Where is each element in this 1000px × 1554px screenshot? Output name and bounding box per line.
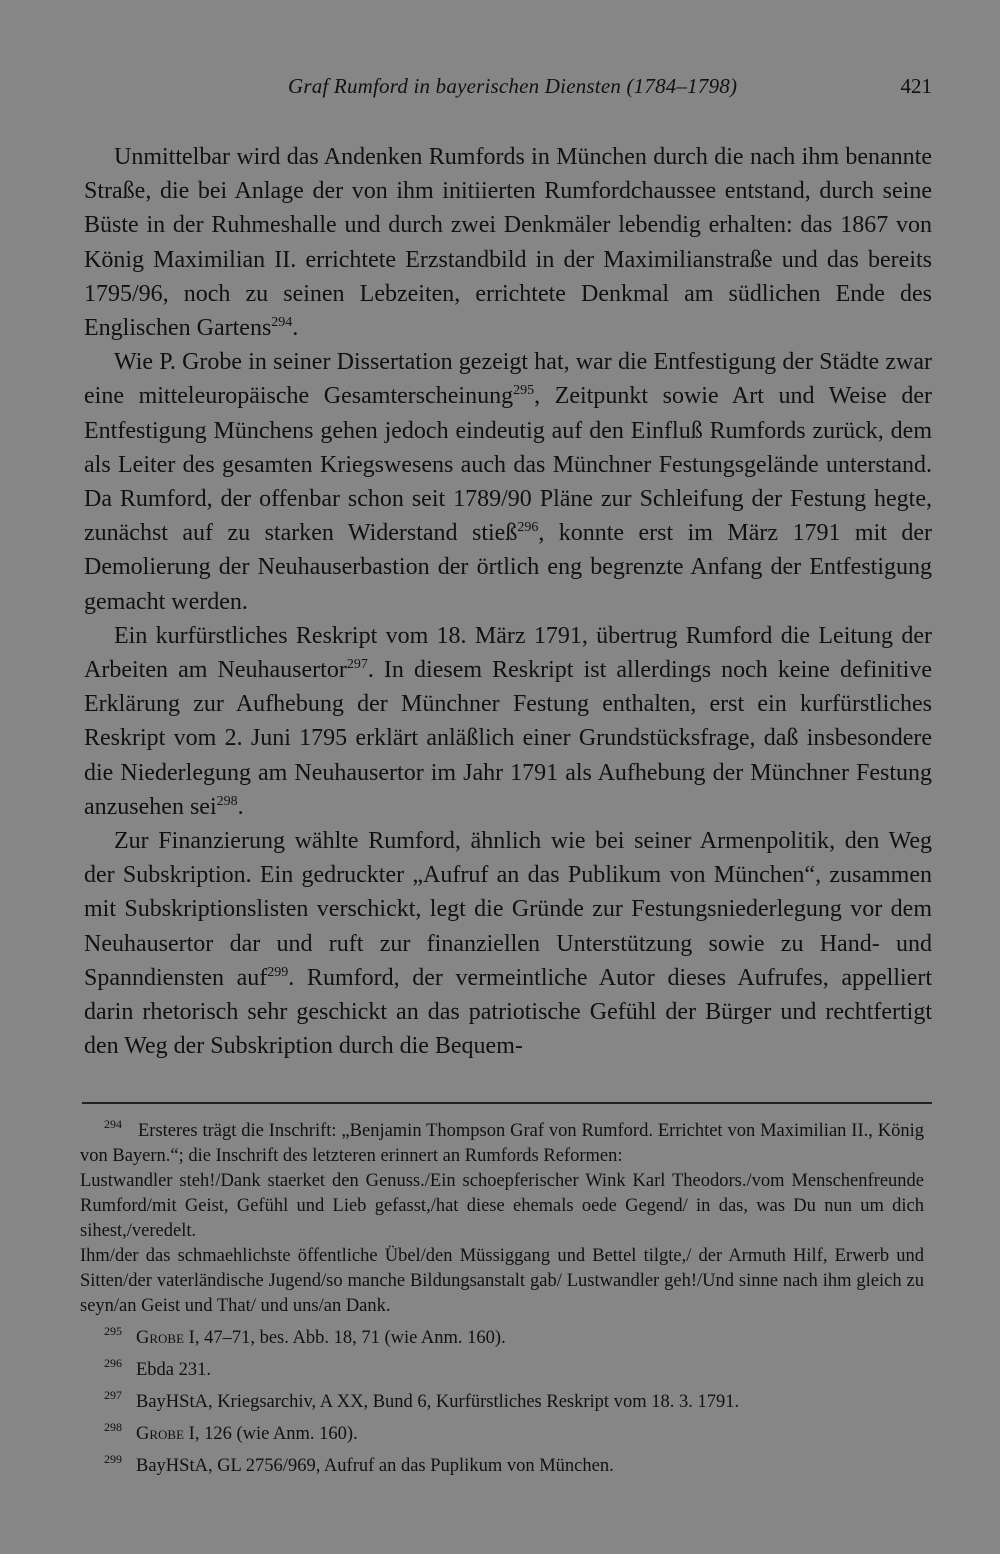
footnote-text: BayHStA, GL 2756/969, Aufruf an das Puplikum von München. <box>136 1456 614 1476</box>
footnote-ref-296[interactable]: 296 <box>517 520 539 536</box>
footnote-number: 294 <box>104 1117 122 1131</box>
footnote-ref-299[interactable]: 299 <box>267 964 289 980</box>
footnote-author: Grobe <box>136 1328 185 1348</box>
inscription-verse-2: Ihm/der das schmaehlichste öffentliche Übel/den Müssiggang und Bettel tilgte,/ der Armuth Hilf, Erwerb und Sitten/der vaterländische Jugend/so manche Bildungsanstalt gab/ Lustwandler geh!/Und sinne nach ihm gleich zu seyn/an Geist und That/ und uns/an Dank. <box>80 1246 924 1316</box>
footnote-ref-298[interactable]: 298 <box>216 793 238 809</box>
footnote-text: Ersteres trägt die Inschrift: „Benjamin Thompson Graf von Rumford. Errichtet von Maximilian II., König von Bayern.“; die Inschrift des letzteren erinnert an Rumfords Reformen: <box>80 1121 924 1166</box>
paragraph-text: Ein kurfürstliches Reskript vom 18. März 1791, übertrug Rumford die Leitung der Arbeiten am Neuhausertor <box>84 622 932 684</box>
paragraph-4 <box>84 824 932 1063</box>
page-header <box>80 74 932 106</box>
paragraph-3 <box>84 619 932 824</box>
paragraph-2 <box>84 345 932 619</box>
inscription-verse-1: Lustwandler steh!/Dank staerket den Genuss./Ein schoepferischer Wink Karl Theodors./vom Menschenfreunde Rumford/mit Geist, Gefühl und Lieb gefasst,/hat diese ehemals oede Gegend/ in das, was Du nun um dich sihest,/veredelt. <box>80 1171 924 1241</box>
footnote-text: BayHStA, Kriegsarchiv, A XX, Bund 6, Kurfürstliches Reskript vom 18. 3. 1791. <box>136 1392 740 1412</box>
body-text <box>84 140 932 1063</box>
footnote-text: I, 126 (wie Anm. 160). <box>184 1424 358 1444</box>
paragraph-text: Unmittelbar wird das Andenken Rumfords in München durch die nach ihm benannte Straße, die bei Anlage der von ihm initiierten Rumfordchaussee entstand, durch seine Büste in der Ruhmeshalle und durch zwei Denkmäler lebendig erhalten: das 1867 von König Maximilian II. errichtete Erzstandbild in der Maximilianstraße und das bereits 1795/96, noch zu seinen Lebzeiten, errichtete Denkmal am südlichen Ende des Englischen Gartens <box>84 144 932 342</box>
footnote-text: Ebda 231. <box>136 1360 212 1380</box>
footnote-298 <box>80 1415 924 1447</box>
footnote-296 <box>80 1351 924 1383</box>
footnote-ref-295[interactable]: 295 <box>513 383 535 399</box>
footnote-299 <box>80 1447 924 1479</box>
footnote-divider <box>82 1102 932 1104</box>
footnote-294 <box>80 1112 924 1169</box>
footnote-author: Grobe <box>136 1424 185 1444</box>
paragraph-text: Zur Finanzierung wählte Rumford, ähnlich wie bei seiner Armenpolitik, den Weg der Subskription. Ein gedruckter „Aufruf an das Publikum von München“, zusammen mit Subskriptionslisten verschickt, legt die Gründe zur Festungsniederlegung vor dem Neuhausertor dar und ruft zur finanziellen Unterstützung sowie zu Hand- und Spanndiensten auf <box>84 828 932 991</box>
footnotes <box>80 1112 924 1479</box>
paragraph-text: . Rumford, der vermeintliche Autor dieses Aufrufes, appelliert darin rhetorisch sehr geschickt an das patriotische Gefühl der Bürger und rechtfertigt den Weg der Subskription durch die Bequem- <box>84 964 932 1060</box>
footnote-ref-297[interactable]: 297 <box>346 657 368 673</box>
footnote-295 <box>80 1319 924 1351</box>
footnote-number: 295 <box>104 1324 122 1338</box>
paragraph-1 <box>84 140 932 345</box>
paragraph-text: . <box>292 315 299 342</box>
paragraph-text: , konnte erst im März 1791 mit der Demolierung der Neuhauserbastion der örtlich eng begrenzte Anfang der Entfestigung gemacht werden. <box>84 520 933 615</box>
paragraph-text: . <box>237 793 244 820</box>
paragraph-text: . In diesem Reskript ist allerdings noch keine definitive Erklärung zur Aufhebung der Münchner Festung enthalten, erst ein kurfürstliches Reskript vom 2. Juni 1795 erklärt anläßlich einer Grundstücksfrage, daß insbesondere die Niederlegung am Neuhausertor im Jahr 1791 als Aufhebung der Münchner Festung anzusehen sei <box>84 657 932 820</box>
paragraph-text: , Zeitpunkt sowie Art und Weise der Entfestigung Münchens gehen jedoch eindeutig auf den Einfluß Rumfords zurück, dem als Leiter des gesamten Kriegswesens auch das Münchner Festungsgelände unterstand. Da Rumford, der offenbar schon seit 1789/90 Pläne zur Schleifung der Festung hegte, zunächst auf zu starken Widerstand stieß <box>84 383 932 547</box>
paragraph-text: Wie P. Grobe in seiner Dissertation gezeigt hat, war die Entfestigung der Städte zwar eine mitteleuropäische Gesamterscheinung <box>84 349 932 410</box>
footnote-number: 296 <box>104 1356 122 1370</box>
page-number: 421 <box>900 74 932 98</box>
footnote-ref-294[interactable]: 294 <box>271 315 293 331</box>
footnote-text: I, 47–71, bes. Abb. 18, 71 (wie Anm. 160). <box>184 1328 506 1348</box>
footnote-number: 297 <box>104 1388 122 1402</box>
running-title: Graf Rumford in bayerischen Diensten (1784–1798) <box>288 74 738 98</box>
footnote-number: 299 <box>104 1452 122 1466</box>
footnote-number: 298 <box>104 1420 122 1434</box>
footnote-297 <box>80 1383 924 1415</box>
